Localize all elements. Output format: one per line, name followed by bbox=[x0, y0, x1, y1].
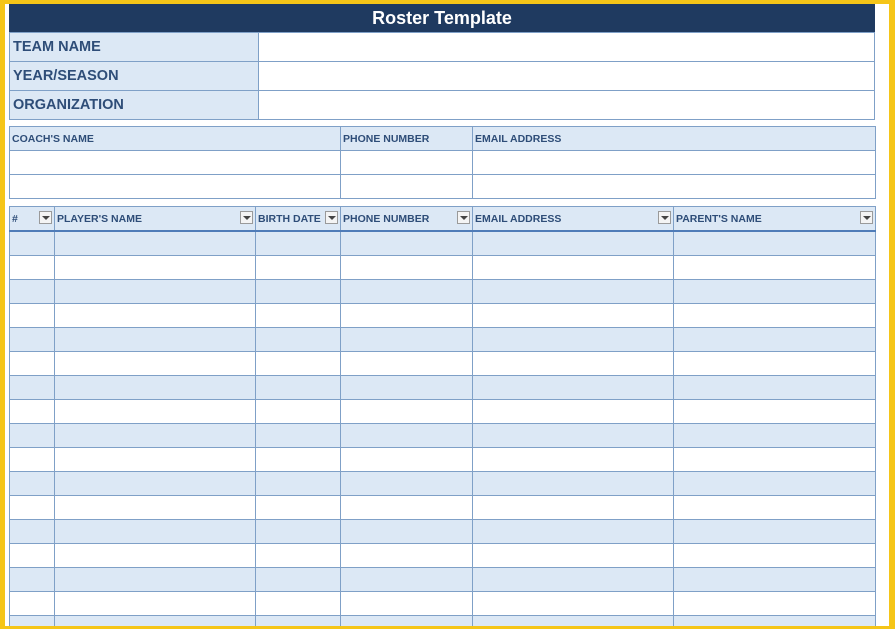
player-name-cell[interactable] bbox=[55, 328, 256, 352]
parent-name-cell[interactable] bbox=[674, 568, 876, 592]
email-address-cell[interactable] bbox=[473, 616, 674, 627]
player-name-cell[interactable] bbox=[55, 256, 256, 280]
phone-number-cell[interactable] bbox=[341, 304, 473, 328]
phone-number-cell[interactable] bbox=[341, 520, 473, 544]
number-cell[interactable] bbox=[10, 400, 55, 424]
coach-row bbox=[10, 151, 876, 175]
birth-date-cell[interactable] bbox=[256, 352, 341, 376]
parent-name-cell[interactable] bbox=[674, 328, 876, 352]
chevron-down-icon[interactable] bbox=[240, 211, 253, 224]
coach-row bbox=[10, 175, 876, 199]
number-cell[interactable] bbox=[10, 520, 55, 544]
coach-phone-cell[interactable] bbox=[341, 175, 473, 199]
parent-name-cell[interactable] bbox=[674, 304, 876, 328]
organization-field[interactable] bbox=[259, 91, 875, 120]
player-roster-table bbox=[9, 206, 876, 626]
phone-number-cell[interactable] bbox=[341, 448, 473, 472]
phone-number-cell[interactable] bbox=[341, 280, 473, 304]
phone-number-cell[interactable] bbox=[341, 328, 473, 352]
player-name-cell[interactable] bbox=[55, 520, 256, 544]
player-name-header-label: PLAYER'S NAME bbox=[57, 212, 142, 225]
parent-name-cell[interactable] bbox=[674, 448, 876, 472]
team-name-field[interactable] bbox=[259, 33, 875, 62]
birth-date-cell[interactable] bbox=[256, 448, 341, 472]
table-row bbox=[10, 280, 876, 304]
player-name-cell[interactable] bbox=[55, 448, 256, 472]
player-name-cell[interactable] bbox=[55, 231, 256, 256]
email-address-cell[interactable] bbox=[473, 592, 674, 616]
coach-email-cell[interactable] bbox=[473, 151, 876, 175]
email-address-cell[interactable] bbox=[473, 568, 674, 592]
number-cell[interactable] bbox=[10, 352, 55, 376]
coach-name-header: COACH'S NAME bbox=[10, 127, 341, 151]
table-row bbox=[10, 592, 876, 616]
player-name-cell[interactable] bbox=[55, 496, 256, 520]
parent-name-cell[interactable] bbox=[674, 424, 876, 448]
player-name-cell[interactable] bbox=[55, 376, 256, 400]
player-name-cell[interactable] bbox=[55, 424, 256, 448]
player-name-cell[interactable] bbox=[55, 304, 256, 328]
player-name-cell[interactable] bbox=[55, 592, 256, 616]
parent-name-cell[interactable] bbox=[674, 256, 876, 280]
year-season-field[interactable] bbox=[259, 62, 875, 91]
parent-name-cell[interactable] bbox=[674, 472, 876, 496]
number-cell[interactable] bbox=[10, 376, 55, 400]
email-address-cell[interactable] bbox=[473, 400, 674, 424]
number-cell[interactable] bbox=[10, 231, 55, 256]
birth-date-cell[interactable] bbox=[256, 592, 341, 616]
phone-number-cell[interactable] bbox=[341, 616, 473, 627]
coach-table bbox=[9, 126, 876, 199]
email-address-cell[interactable] bbox=[473, 256, 674, 280]
number-cell[interactable] bbox=[10, 304, 55, 328]
page-title: Roster Template bbox=[9, 4, 875, 32]
parent-name-cell[interactable] bbox=[674, 616, 876, 627]
coach-name-cell[interactable] bbox=[10, 151, 341, 175]
birth-date-cell[interactable] bbox=[256, 400, 341, 424]
birth-date-cell[interactable] bbox=[256, 424, 341, 448]
phone-number-cell[interactable] bbox=[341, 496, 473, 520]
table-row bbox=[10, 424, 876, 448]
table-row bbox=[10, 256, 876, 280]
email-address-cell[interactable] bbox=[473, 376, 674, 400]
coach-phone-header: PHONE NUMBER bbox=[341, 127, 473, 151]
phone-number-header-label: PHONE NUMBER bbox=[343, 212, 430, 225]
birth-date-cell[interactable] bbox=[256, 520, 341, 544]
player-name-header bbox=[55, 207, 256, 232]
player-name-cell[interactable] bbox=[55, 616, 256, 627]
email-address-cell[interactable] bbox=[473, 448, 674, 472]
email-address-cell[interactable] bbox=[473, 231, 674, 256]
coach-email-cell[interactable] bbox=[473, 175, 876, 199]
email-address-cell[interactable] bbox=[473, 544, 674, 568]
birth-date-cell[interactable] bbox=[256, 256, 341, 280]
table-row bbox=[10, 520, 876, 544]
player-name-cell[interactable] bbox=[55, 544, 256, 568]
phone-number-cell[interactable] bbox=[341, 400, 473, 424]
year-season-label: YEAR/SEASON bbox=[10, 62, 259, 91]
phone-number-cell[interactable] bbox=[341, 568, 473, 592]
parent-name-header bbox=[674, 207, 876, 232]
team-info-table bbox=[9, 32, 875, 120]
phone-number-cell[interactable] bbox=[341, 256, 473, 280]
table-row bbox=[10, 568, 876, 592]
number-cell[interactable] bbox=[10, 448, 55, 472]
roster-body bbox=[10, 231, 876, 626]
birth-date-cell[interactable] bbox=[256, 280, 341, 304]
birth-date-cell[interactable] bbox=[256, 328, 341, 352]
player-name-cell[interactable] bbox=[55, 472, 256, 496]
coach-header-row bbox=[10, 127, 876, 151]
team-name-label: TEAM NAME bbox=[10, 33, 259, 62]
phone-number-cell[interactable] bbox=[341, 472, 473, 496]
email-address-cell[interactable] bbox=[473, 520, 674, 544]
organization-row bbox=[10, 91, 875, 120]
number-cell[interactable] bbox=[10, 280, 55, 304]
number-cell[interactable] bbox=[10, 544, 55, 568]
parent-name-cell[interactable] bbox=[674, 520, 876, 544]
phone-number-cell[interactable] bbox=[341, 376, 473, 400]
table-row bbox=[10, 544, 876, 568]
email-address-cell[interactable] bbox=[473, 472, 674, 496]
number-cell[interactable] bbox=[10, 568, 55, 592]
chevron-down-icon[interactable] bbox=[39, 211, 52, 224]
table-row bbox=[10, 400, 876, 424]
organization-label: ORGANIZATION bbox=[10, 91, 259, 120]
phone-number-cell[interactable] bbox=[341, 544, 473, 568]
phone-number-cell[interactable] bbox=[341, 352, 473, 376]
birth-date-header bbox=[256, 207, 341, 232]
birth-date-cell[interactable] bbox=[256, 304, 341, 328]
email-address-cell[interactable] bbox=[473, 424, 674, 448]
email-address-header-label: EMAIL ADDRESS bbox=[475, 212, 562, 225]
birth-date-cell[interactable] bbox=[256, 568, 341, 592]
number-cell[interactable] bbox=[10, 496, 55, 520]
phone-number-cell[interactable] bbox=[341, 424, 473, 448]
year-season-row bbox=[10, 62, 875, 91]
coach-email-header: EMAIL ADDRESS bbox=[473, 127, 876, 151]
parent-name-cell[interactable] bbox=[674, 352, 876, 376]
number-cell[interactable] bbox=[10, 256, 55, 280]
roster-sheet bbox=[5, 4, 889, 626]
email-address-cell[interactable] bbox=[473, 328, 674, 352]
email-address-cell[interactable] bbox=[473, 496, 674, 520]
coach-phone-cell[interactable] bbox=[341, 151, 473, 175]
number-cell[interactable] bbox=[10, 424, 55, 448]
birth-date-cell[interactable] bbox=[256, 376, 341, 400]
team-name-row bbox=[10, 33, 875, 62]
chevron-down-icon[interactable] bbox=[658, 211, 671, 224]
birth-date-cell[interactable] bbox=[256, 472, 341, 496]
parent-name-cell[interactable] bbox=[674, 231, 876, 256]
number-cell[interactable] bbox=[10, 328, 55, 352]
parent-name-header-label: PARENT'S NAME bbox=[676, 212, 762, 225]
email-address-cell[interactable] bbox=[473, 280, 674, 304]
parent-name-cell[interactable] bbox=[674, 400, 876, 424]
table-row bbox=[10, 616, 876, 627]
player-name-cell[interactable] bbox=[55, 400, 256, 424]
email-address-cell[interactable] bbox=[473, 352, 674, 376]
parent-name-cell[interactable] bbox=[674, 376, 876, 400]
table-row bbox=[10, 231, 876, 256]
player-name-cell[interactable] bbox=[55, 568, 256, 592]
chevron-down-icon[interactable] bbox=[457, 211, 470, 224]
player-name-cell[interactable] bbox=[55, 352, 256, 376]
table-row bbox=[10, 448, 876, 472]
phone-number-cell[interactable] bbox=[341, 231, 473, 256]
parent-name-cell[interactable] bbox=[674, 544, 876, 568]
birth-date-cell[interactable] bbox=[256, 231, 341, 256]
table-row bbox=[10, 472, 876, 496]
coach-name-cell[interactable] bbox=[10, 175, 341, 199]
number-header-label: # bbox=[12, 212, 18, 225]
parent-name-cell[interactable] bbox=[674, 280, 876, 304]
email-address-header bbox=[473, 207, 674, 232]
birth-date-cell[interactable] bbox=[256, 616, 341, 627]
table-row bbox=[10, 376, 876, 400]
table-row bbox=[10, 304, 876, 328]
birth-date-cell[interactable] bbox=[256, 496, 341, 520]
chevron-down-icon[interactable] bbox=[860, 211, 873, 224]
number-header bbox=[10, 207, 55, 232]
number-cell[interactable] bbox=[10, 616, 55, 627]
phone-number-header bbox=[341, 207, 473, 232]
parent-name-cell[interactable] bbox=[674, 496, 876, 520]
birth-date-cell[interactable] bbox=[256, 544, 341, 568]
table-row bbox=[10, 328, 876, 352]
chevron-down-icon[interactable] bbox=[325, 211, 338, 224]
parent-name-cell[interactable] bbox=[674, 592, 876, 616]
table-row bbox=[10, 352, 876, 376]
email-address-cell[interactable] bbox=[473, 304, 674, 328]
birth-date-header-label: BIRTH DATE bbox=[258, 212, 321, 225]
number-cell[interactable] bbox=[10, 592, 55, 616]
number-cell[interactable] bbox=[10, 472, 55, 496]
player-name-cell[interactable] bbox=[55, 280, 256, 304]
table-row bbox=[10, 496, 876, 520]
roster-header-row bbox=[10, 207, 876, 232]
phone-number-cell[interactable] bbox=[341, 592, 473, 616]
